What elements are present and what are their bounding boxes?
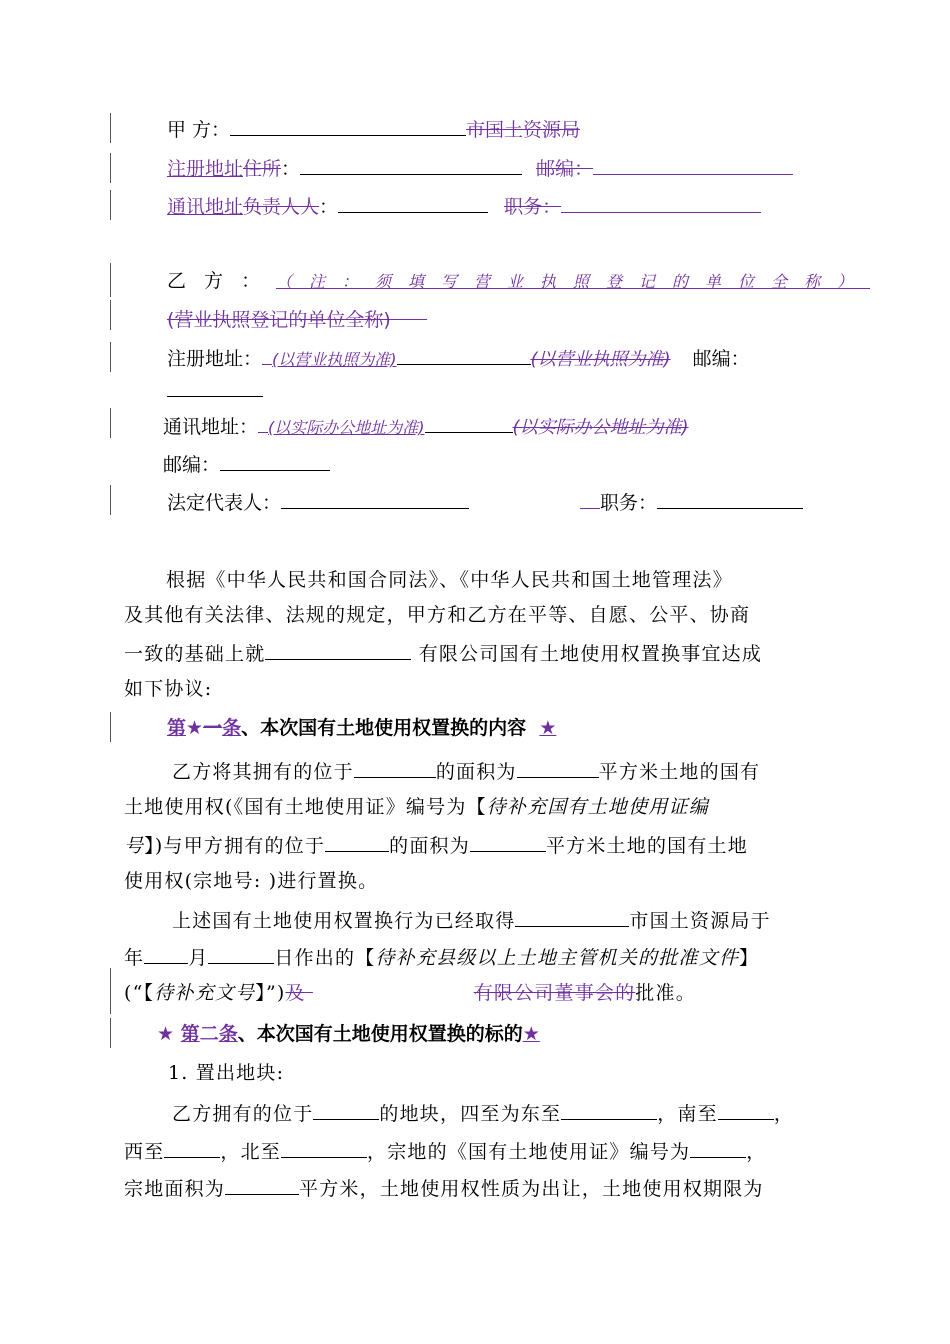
revision-bar: [110, 1018, 111, 1048]
star-icon: ★: [522, 1023, 540, 1045]
article-2-l3: [124, 1174, 764, 1202]
star-icon: ★: [539, 717, 557, 739]
body-text: 号: [124, 835, 145, 857]
party-b-position: 职务：: [600, 492, 658, 514]
preamble-text: 一致的基础上就: [124, 643, 266, 665]
body-text: 的面积为: [435, 761, 517, 783]
body-text: 】”): [255, 982, 286, 1004]
party-a-label: 甲 方：: [167, 119, 231, 141]
body-text: ，北至: [220, 1141, 282, 1163]
party-a-reg-line: [167, 154, 793, 182]
party-b-reg-note-strike: (以营业执照为准): [530, 349, 671, 370]
article-title: 、本次国有土地使用权置换的内容: [241, 717, 527, 739]
body-text: 的面积为: [389, 835, 470, 857]
party-b-note: （注：须填写营业执照登记的单位全称）: [276, 272, 871, 291]
party-a-position: 职务：: [504, 196, 562, 218]
revision-bar: [110, 300, 111, 330]
party-a-comm-line: [167, 192, 761, 220]
party-a-person: 负责人人: [243, 196, 320, 218]
party-b-comm-line: [163, 412, 689, 441]
article-1-p2-l2: [124, 943, 759, 971]
body-text: 乙方拥有的位于: [172, 1103, 314, 1125]
preamble-text: 如下协议:: [124, 678, 213, 700]
party-b-note-line: [276, 268, 870, 295]
body-text: ，宗地的《国有土地使用证》编号为: [367, 1141, 691, 1163]
article-2-heading: [157, 1021, 540, 1047]
revision-bar: [110, 485, 111, 515]
body-text: 平方米土地的国有: [598, 761, 761, 783]
article-number: 二: [199, 1023, 219, 1045]
body-text: ，: [773, 1103, 795, 1125]
party-b-legal-rep: 法定代表人：: [167, 492, 282, 514]
party-b-postcode-blank: [167, 376, 263, 404]
body-text: 土地使用权(《国有土地使用证》编号为【: [124, 796, 487, 818]
article-2-item-1: [168, 1060, 284, 1086]
party-b-postcode2-line: [163, 450, 330, 478]
article-number: 一: [203, 717, 223, 739]
party-a-line: [167, 115, 580, 143]
party-a-comm-addr: 通讯地址: [167, 196, 244, 218]
party-b-postcode2: 邮编：: [163, 454, 221, 476]
article-1-heading: [167, 715, 556, 741]
article-label: 第: [180, 1023, 200, 1045]
body-text: 及: [285, 982, 306, 1004]
party-b-comm-note: (以实际办公地址为准): [268, 418, 425, 437]
party-b-reg-line: [167, 344, 750, 373]
star-icon: ★: [186, 717, 204, 739]
body-text: 平方米，土地使用权性质为出让，土地使用权期限为: [299, 1178, 764, 1200]
article-label: 第: [167, 717, 187, 739]
body-text: 乙方将其拥有的位于: [172, 761, 354, 783]
article-label: 条: [218, 1023, 238, 1045]
party-b-position-line: [580, 488, 803, 516]
body-text: 】)与甲方拥有的位于: [144, 835, 326, 857]
body-text: 宗地面积为: [124, 1178, 226, 1200]
body-text: 日作出的【: [274, 947, 376, 969]
party-a-org: 市国土资源局: [466, 119, 581, 141]
party-b-legal-line: [167, 488, 469, 516]
article-1-p1-l4: [124, 868, 378, 894]
preamble-text: 有限公司国有土地使用权置换事宜达成: [418, 643, 763, 665]
body-text: 使用权(宗地号: )进行置换。: [124, 870, 379, 892]
party-a-reg-addr: 注册地址: [167, 158, 244, 180]
revision-bar: [110, 190, 111, 220]
revision-bar: [110, 408, 111, 438]
body-text: 待补充国有土地使用证编: [486, 796, 709, 818]
body-text: (“【: [124, 982, 155, 1004]
article-label: 条: [222, 717, 242, 739]
preamble-line-2: [124, 602, 750, 628]
revision-bar: [110, 153, 111, 183]
body-text: 年: [124, 947, 145, 969]
article-1-p1-l2: [124, 794, 709, 820]
body-text: 待补充县级以上土地主管机关的批准文件: [375, 947, 740, 969]
article-title: 、本次国有土地使用权置换的标的: [237, 1023, 523, 1045]
article-2-l1: [172, 1099, 794, 1127]
body-text: 西至: [124, 1141, 165, 1163]
article-2-l2: [124, 1137, 766, 1165]
article-1-p1-l1: [172, 757, 760, 785]
revision-bar: [110, 984, 111, 1014]
preamble-line-1: [166, 567, 733, 593]
body-text: 平方米土地的国有土地: [545, 835, 748, 857]
party-b-comm-addr: 通讯地址：: [163, 416, 259, 438]
body-text: 有限公司董事会的: [473, 982, 636, 1004]
colon: ：: [319, 196, 339, 218]
body-text: 1. 置出地块:: [168, 1062, 285, 1084]
party-a-residence: 住所: [243, 158, 282, 180]
body-text: ，: [746, 1141, 767, 1163]
party-b-label: 乙 方 ：: [167, 270, 267, 292]
party-b-note2-line: [167, 307, 427, 333]
body-text: 】: [739, 947, 760, 969]
article-1-p2-l3: [124, 980, 696, 1006]
body-text: 待补充文号: [154, 982, 256, 1004]
party-b-line: [167, 268, 266, 294]
party-b-comm-note-strike: (以实际办公地址为准): [512, 417, 689, 438]
party-b-postcode: 邮编：: [692, 348, 750, 370]
body-text: 上述国有土地使用权置换行为已经取得: [172, 910, 516, 932]
body-text: 市国土资源局于: [629, 910, 771, 932]
colon: ：: [281, 158, 301, 180]
body-text: ，南至: [657, 1103, 718, 1125]
body-text: 批准。: [635, 982, 696, 1004]
preamble-text: 根据《中华人民共和国合同法》、《中华人民共和国土地管理法》: [166, 569, 733, 591]
body-text: 月: [188, 947, 209, 969]
party-b-reg-note: (以营业执照为准): [272, 350, 397, 369]
revision-bar: [110, 113, 111, 143]
preamble-line-4: [124, 676, 212, 702]
revision-bar: [110, 342, 111, 372]
party-b-reg-addr: 注册地址：: [167, 348, 263, 370]
revision-bar: [110, 263, 111, 297]
party-a-postcode: 邮编：: [536, 158, 594, 180]
body-text: 的地块，四至为东至: [379, 1103, 562, 1125]
preamble-line-3: [124, 639, 762, 667]
revision-bar: [110, 712, 111, 742]
article-1-p1-l3: [124, 831, 748, 859]
party-b-note2: (营业执照登记的单位全称): [167, 309, 391, 331]
star-icon: ★: [157, 1023, 175, 1045]
preamble-text: 及其他有关法律、法规的规定，甲方和乙方在平等、自愿、公平、协商: [124, 604, 751, 626]
article-1-p2-l1: [172, 906, 771, 934]
